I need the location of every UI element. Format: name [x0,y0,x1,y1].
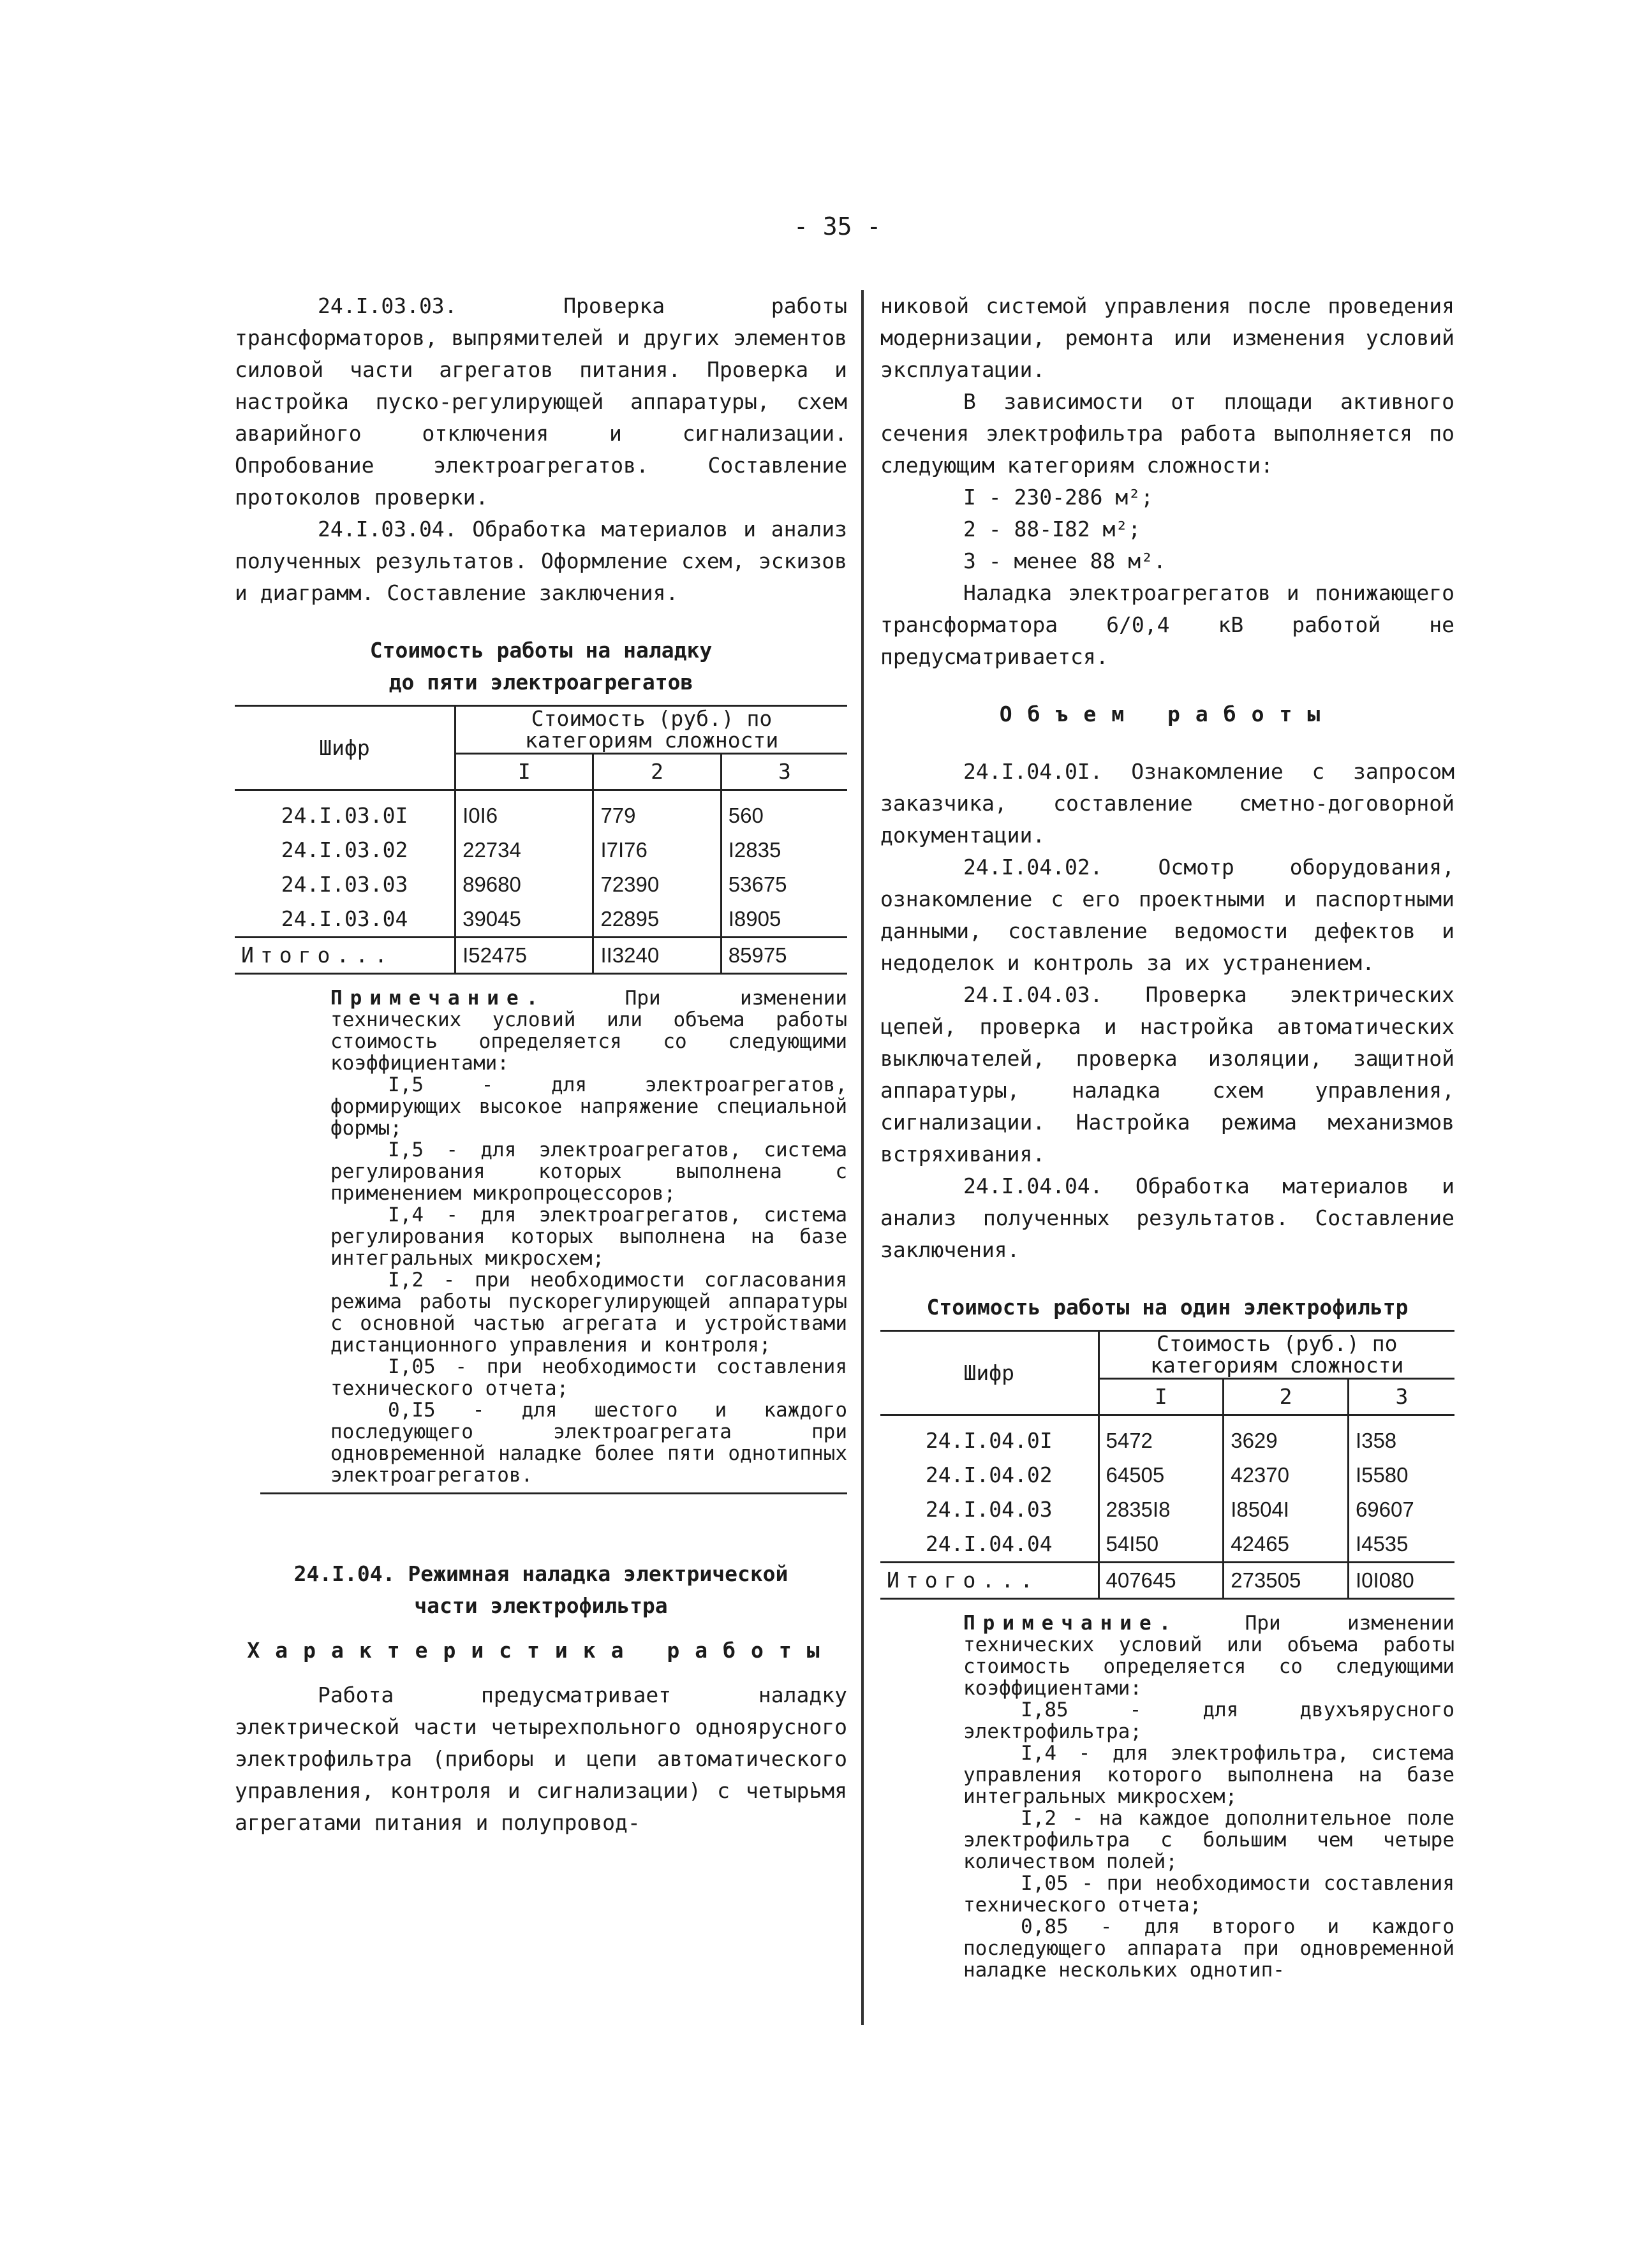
work-item-2: 24.I.04.02. Осмотр оборудования, ознакомление с его проектными и паспортными данными, составление ведомости дефектов и недоделок и контроль за их устранением. [880,855,1454,975]
table-cell: I358 [1348,1415,1454,1459]
right-table-header-c3: 3 [1348,1379,1454,1415]
right-table-header-cost: Стоимость (руб.) по категориям сложности [1099,1331,1454,1379]
table-cell: 54I50 [1099,1527,1224,1563]
table-total-c3: I0I080 [1348,1563,1454,1599]
table-cell: 779 [593,790,721,834]
no-setup-text: Наладка электроагрегатов и понижающего трансформатора 6/0,4 кВ работой не предусматривается. [880,580,1454,669]
left-table-title-2: до пяти электроагрегатов [389,670,693,695]
table-cell: 42465 [1224,1527,1349,1563]
table-cell: 53675 [721,867,847,902]
left-note-item: I,4 - для электроагрегатов, система регулирования которых выполнена на базе интегральных микросхем; [330,1204,847,1270]
table-cell-code: 24.I.04.04 [925,1531,1053,1556]
right-table-title: Стоимость работы на один электрофильтр [926,1295,1409,1320]
right-column [880,290,1454,1981]
table-row [235,790,847,834]
left-note-item: 0,I5 - для шестого и каждого последующего электроагрегата при одновременной наладке более пяти однотипных электроагрегатов. [330,1399,847,1487]
table-row [880,1458,1454,1492]
left-para-1: 24.I.03.03. Проверка работы трансформаторов, выпрямителей и других элементов силовой части агрегатов питания. Проверка и настройка пуско-регулирующей аппаратуры, схем аварийного отключения и сигнализации. Опробование электроагрегатов. Составление протоколов проверки. [235,293,847,510]
section-title-2: части электрофильтра [414,1593,668,1618]
table-cell: 22734 [455,833,593,867]
table-cell: 5472 [1099,1415,1224,1459]
table-cell: I8905 [721,902,847,938]
table-total-c2: 273505 [1224,1563,1349,1599]
table-cell: I7I76 [593,833,721,867]
left-table-header-c1: I [455,754,593,790]
right-note-item: I,2 - на каждое дополнительное поле электрофильтра с большим чем четыре количеством полей; [963,1807,1454,1873]
table-cell-code: 24.I.03.0I [281,803,408,828]
table-cell-code: 24.I.03.04 [281,906,408,931]
table-cell-code: 24.I.03.02 [281,837,408,862]
table-row [235,833,847,867]
work-item-4: 24.I.04.04. Обработка материалов и анализ полученных результатов. Составление заключения. [880,1174,1454,1262]
table-cell: I4535 [1348,1527,1454,1563]
right-note-title: Примечание. [963,1612,1179,1635]
table-total-c1: 407645 [1099,1563,1224,1599]
left-table-header-code: Шифр [235,706,455,790]
table-cell: 72390 [593,867,721,902]
left-table-header-c3: 3 [721,754,847,790]
table-total-label: Итого... [880,1563,1099,1599]
table-row [880,1492,1454,1527]
table-cell: 89680 [455,867,593,902]
table-row [880,1415,1454,1459]
right-table-header-c1: I [1099,1379,1224,1415]
table-row [235,902,847,938]
table-cell: I8504I [1224,1492,1349,1527]
right-table-header-code: Шифр [880,1331,1099,1415]
area-intro: В зависимости от площади активного сечения электрофильтра работа выполняется по следующим категориям сложности: [880,389,1454,478]
work-item-1: 24.I.04.0I. Ознакомление с запросом заказчика, составление сметно-договорной документации. [880,759,1454,848]
right-table-header-c2: 2 [1224,1379,1349,1415]
left-table-header-cost: Стоимость (руб.) по категориям сложности [455,706,847,754]
table-cell: I0I6 [455,790,593,834]
right-cost-table [880,1330,1454,1600]
left-column [235,290,847,1839]
right-note-intro: При изменении технических условий или объема работы стоимость определяется со следующими коэффициентами: [963,1612,1454,1700]
table-total-label: Итого... [235,938,455,974]
volume-heading: Объем работы [999,702,1336,726]
left-note-item: I,5 - для электроагрегатов, система регулирования которых выполнена с применением микропроцессоров; [330,1138,847,1205]
page-number: - 35 - [794,212,882,240]
table-cell: 22895 [593,902,721,938]
table-cell-code: 24.I.04.02 [925,1462,1053,1487]
section-title-1: 24.I.04. Режимная наладка электрической [293,1561,788,1586]
table-total-row [880,1563,1454,1599]
right-note-item: 0,85 - для второго и каждого последующего аппарата при одновременной наладке нескольких однотип- [963,1915,1454,1982]
table-cell: 2835I8 [1099,1492,1224,1527]
left-para-2: 24.I.03.04. Обработка материалов и анализ полученных результатов. Оформление схем, эскизов и диаграмм. Составление заключения. [235,517,847,605]
table-row [880,1527,1454,1563]
table-cell: 42370 [1224,1458,1349,1492]
left-note-item: I,5 - для электроагрегатов, формирующих высокое напряжение специальной формы; [330,1073,847,1140]
category-1: I - 230-286 м²; [963,485,1154,510]
category-2: 2 - 88-I82 м²; [963,517,1141,541]
characteristic-heading: Характеристика работы [247,1638,835,1663]
table-cell: 560 [721,790,847,834]
table-total-c2: II3240 [593,938,721,974]
left-note [330,987,847,1486]
table-cell: I5580 [1348,1458,1454,1492]
left-cost-table [235,705,847,975]
right-note-item: I,85 - для двухъярусного электрофильтра; [963,1698,1454,1743]
left-note-item: I,05 - при необходимости составления технического отчета; [330,1355,847,1400]
left-note-item: I,2 - при необходимости согласования режима работы пускорегулирующей аппаратуры с основной частью агрегата и устройствами дистанционного управления и контроля; [330,1269,847,1357]
table-cell: 3629 [1224,1415,1349,1459]
left-note-title: Примечание. [330,987,546,1010]
left-table-header-c2: 2 [593,754,721,790]
table-cell-code: 24.I.04.0I [925,1428,1053,1453]
table-row [235,867,847,902]
work-item-3: 24.I.04.03. Проверка электрических цепей, проверка и настройка автоматических выключателей, проверка изоляции, защитной аппаратуры, наладка схем управления, сигнализации. Настройка режима механизмов встряхивания. [880,982,1454,1167]
table-cell: 64505 [1099,1458,1224,1492]
table-total-c3: 85975 [721,938,847,974]
table-cell-code: 24.I.04.03 [925,1497,1053,1522]
table-cell: 39045 [455,902,593,938]
characteristic-text: Работа предусматривает наладку электрической части четырехпольного одноярусного электрофильтра (приборы и цепи автоматического управления, контроля и сигнализации) с четырьмя агрегатами питания и полупровод- [235,1683,847,1835]
table-total-row [235,938,847,974]
column-divider [861,290,864,2025]
category-3: 3 - менее 88 м². [963,549,1166,573]
right-continuation: никовой системой управления после проведения модернизации, ремонта или изменения условий эксплуатации. [880,293,1454,382]
left-note-intro: При изменении технических условий или объема работы стоимость определяется со следующими коэффициентами: [330,987,847,1075]
right-note [963,1612,1454,1981]
table-total-c1: I52475 [455,938,593,974]
table-cell-code: 24.I.03.03 [281,872,408,897]
table-cell: I2835 [721,833,847,867]
right-note-item: I,4 - для электрофильтра, система управления которого выполнена на базе интегральных микросхем; [963,1742,1454,1808]
left-table-title-1: Стоимость работы на наладку [369,638,713,663]
right-note-item: I,05 - при необходимости составления технического отчета; [963,1872,1454,1917]
table-cell: 69607 [1348,1492,1454,1527]
